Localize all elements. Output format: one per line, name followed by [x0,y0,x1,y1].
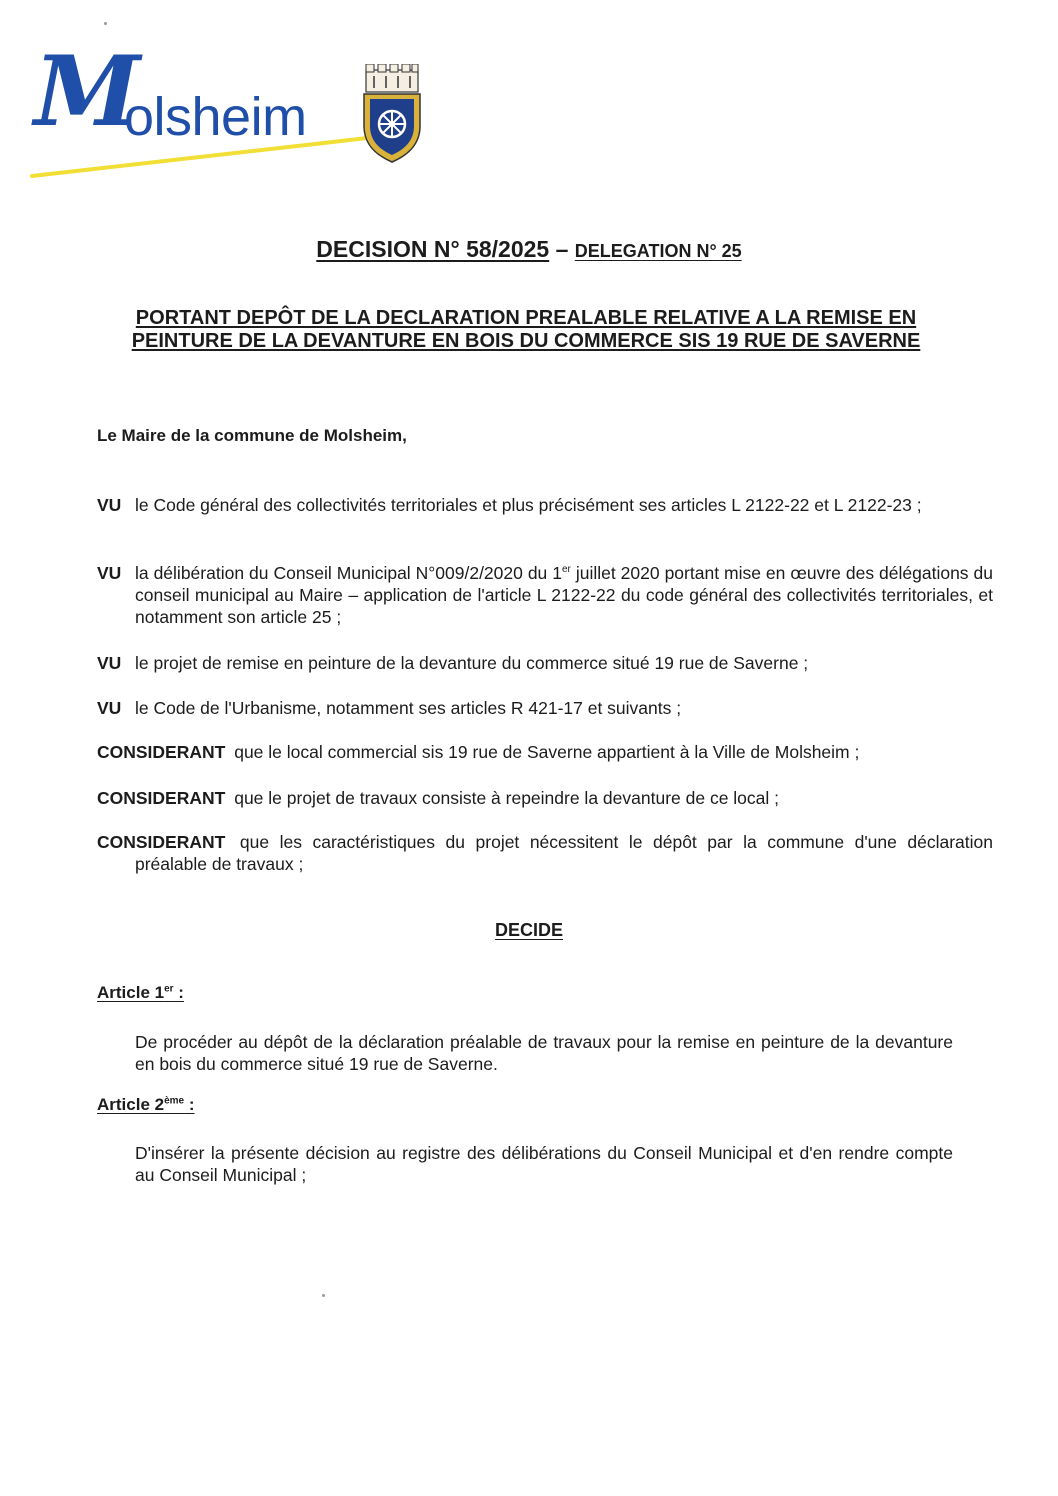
considerant-label: CONSIDERANT [97,832,226,852]
decision-number: DECISION N° 58/2025 [316,236,550,262]
considerant-text: que les caractéristiques du projet nécessitent le dépôt par la commune d'une déclaration préalable de travaux ; [135,832,993,874]
visa-text: le Code général des collectivités territoriales et plus précisément ses articles L 2122-22 et L 2122-23 ; [135,495,922,515]
article-2-title: Article 2ème : [97,1095,195,1114]
article-1-text: De procéder au dépôt de la déclaration préalable de travaux pour la remise en peinture de la devanture en bois du commerce situé 19 rue de Saverne. [135,1032,953,1074]
considerant-text: que le local commercial sis 19 rue de Saverne appartient à la Ville de Molsheim ; [234,742,860,762]
logo-wordmark: olsheim [124,87,307,147]
visa-2 [97,562,993,628]
considerant-label: CONSIDERANT [97,742,226,762]
decision-subject [100,307,952,353]
considerant-label: CONSIDERANT [97,788,226,808]
visa-label: VU [97,653,122,673]
visa-text: le projet de remise en peinture de la devanture du commerce situé 19 rue de Saverne ; [135,653,809,673]
considerant-2 [97,787,955,809]
visa-label: VU [97,563,122,583]
considerant-text: que le projet de travaux consiste à repeindre la devanture de ce local ; [234,788,780,808]
visa-text: la délibération du Conseil Municipal N°009/2/2020 du 1er juillet 2020 portant mise en œuvre des délégations du conseil municipal au Maire – application de l'article L 2122-22 du code général des collectivités territoriales, et notamment son article 25 ; [135,563,993,627]
scan-speck [104,22,107,25]
title-dash: – [549,236,575,262]
scan-speck [322,1294,325,1297]
visa-label: VU [97,698,122,718]
article-1-title: Article 1er : [97,983,184,1002]
decision-title [0,234,1058,266]
intro-mayor: Le Maire de la commune de Molsheim, [97,426,407,445]
coat-of-arms-icon [356,64,428,164]
visa-label: VU [97,495,122,515]
logo-initial: M [34,35,137,148]
subject-line-1: PORTANT DEPÔT DE LA DECLARATION PREALABLE RELATIVE A LA REMISE EN [135,307,917,329]
visa-4 [97,697,993,719]
visa-3 [97,652,993,674]
considerant-1 [97,741,955,763]
visa-text: le Code de l'Urbanisme, notamment ses articles R 421-17 et suivants ; [135,698,682,718]
considerant-3 [97,831,993,875]
decide-heading: DECIDE [494,920,563,940]
visa-1 [97,494,993,516]
subject-line-2: PEINTURE DE LA DEVANTURE EN BOIS DU COMMERCE SIS 19 RUE DE SAVERNE [131,330,921,352]
delegation-number: DELEGATION N° 25 [574,241,742,261]
molsheim-logo [26,35,436,188]
article-2-text: D'insérer la présente décision au registre des délibérations du Conseil Municipal et d'en rendre compte au Conseil Municipal ; [135,1143,953,1185]
